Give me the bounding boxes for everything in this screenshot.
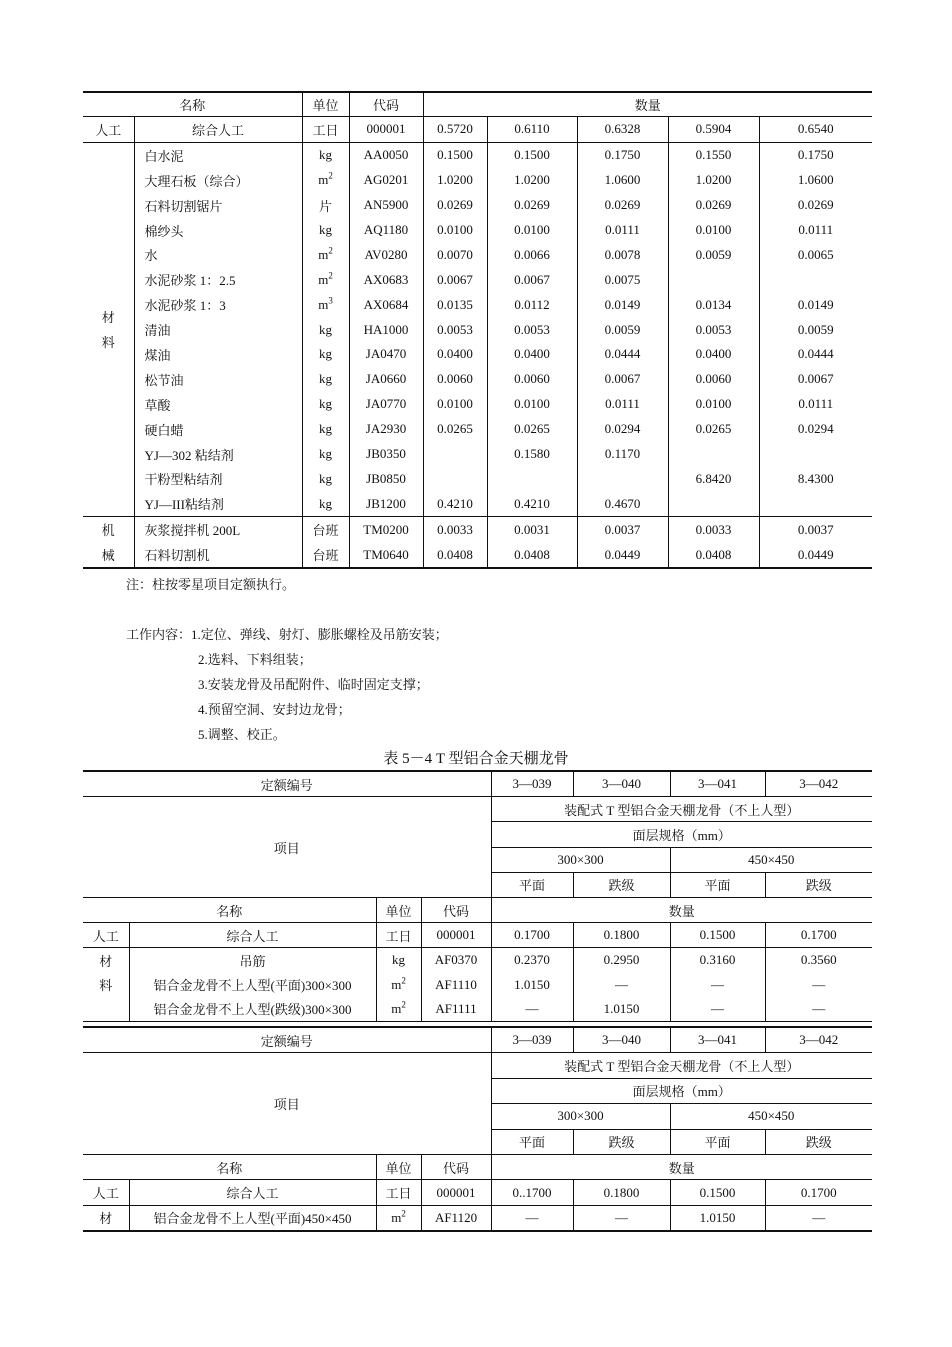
value-cell: 0.0053 [668, 317, 759, 342]
value-cell: 0.0067 [487, 267, 577, 292]
row-name: 硬白蜡 [134, 417, 302, 442]
value-cell: 0.0053 [487, 317, 577, 342]
value-cell: 0.0294 [577, 417, 668, 442]
unit-text: m [318, 296, 329, 312]
group-char: 材 [101, 309, 115, 325]
value-cell: 1.0600 [577, 168, 668, 193]
value-cell: 0.1580 [487, 442, 577, 467]
unit-superscript: 3 [328, 295, 333, 306]
quota-code: 3—039 [491, 771, 573, 797]
level-label: 跌级 [765, 872, 872, 897]
value-cell: 0.1500 [423, 142, 487, 167]
value-cell: 0.0033 [423, 517, 487, 542]
row-code: JA0470 [349, 342, 423, 367]
unit-text: kg [319, 321, 333, 337]
value-cell: 0.6328 [577, 117, 668, 143]
row-name: 松节油 [134, 367, 302, 392]
level-label: 跌级 [765, 1129, 872, 1154]
value-cell: 0.0078 [577, 242, 668, 267]
group-labor: 人工 [83, 1180, 129, 1205]
row-name: 水 [134, 242, 302, 267]
value-cell: 1.0150 [573, 997, 670, 1022]
value-cell: 1.0600 [759, 168, 872, 193]
row-name: 铝合金龙骨不上人型(平面)450×450 [129, 1205, 376, 1231]
unit-cell [302, 242, 349, 267]
group-labor: 人工 [83, 117, 134, 143]
header-name: 名称 [83, 1154, 376, 1179]
value-cell: 0.0134 [668, 292, 759, 317]
level-label: 平面 [670, 872, 765, 897]
unit-text: m [391, 1209, 402, 1225]
value-cell: 0.0100 [487, 218, 577, 243]
work-item: 2.选料、下料组装； [198, 652, 312, 667]
value-cell: 0.0444 [577, 342, 668, 367]
unit-cell [302, 491, 349, 516]
row-code: TM0200 [349, 517, 423, 542]
value-cell [759, 442, 872, 467]
row-code: AF1111 [421, 997, 491, 1022]
row-code: AF1110 [421, 973, 491, 997]
value-cell: — [765, 997, 872, 1022]
group-materials: 料 [99, 978, 113, 994]
value-cell: 0.0149 [577, 292, 668, 317]
unit-text: kg [319, 346, 333, 362]
row-unit: 台班 [302, 517, 349, 542]
row-name: 棉纱头 [134, 218, 302, 243]
value-cell: 0.1750 [759, 142, 872, 167]
unit-cell [302, 392, 349, 417]
unit-text: kg [319, 446, 333, 462]
value-cell: 0.2950 [573, 948, 670, 973]
value-cell: 0.0059 [577, 317, 668, 342]
value-cell: 1.0200 [423, 168, 487, 193]
row-code: AF0370 [421, 948, 491, 973]
unit-text: m [318, 271, 329, 287]
value-cell: 0.4210 [423, 491, 487, 516]
unit-text: kg [319, 421, 333, 437]
row-unit: 台班 [302, 542, 349, 568]
value-cell: 0.3160 [670, 948, 765, 973]
level-label: 跌级 [573, 872, 670, 897]
quota-code: 3—042 [765, 771, 872, 797]
unit-cell [302, 142, 349, 167]
row-name: 铝合金龙骨不上人型(跌级)300×300 [129, 997, 376, 1022]
value-cell: 0.3560 [765, 948, 872, 973]
row-code: TM0640 [349, 542, 423, 568]
row-code: JB0350 [349, 442, 423, 467]
header-quantity: 数量 [491, 1154, 872, 1179]
value-cell: 0.0449 [759, 542, 872, 568]
value-cell: 0.0060 [423, 367, 487, 392]
quota-number-label: 定额编号 [83, 771, 491, 797]
value-cell: 0.0269 [668, 193, 759, 218]
row-name: 清油 [134, 317, 302, 342]
unit-cell [302, 168, 349, 193]
header-quantity: 数量 [491, 897, 872, 922]
size-label: 300×300 [491, 1104, 670, 1129]
value-cell: 0.1800 [573, 1180, 670, 1205]
unit-text: kg [319, 371, 333, 387]
unit-text: m [318, 246, 329, 262]
row-name: 白水泥 [134, 142, 302, 167]
row-code: JA2930 [349, 417, 423, 442]
value-cell: 1.0200 [487, 168, 577, 193]
group-char: 料 [101, 334, 115, 350]
row-name: 草酸 [134, 392, 302, 417]
value-cell: 0.0100 [668, 392, 759, 417]
row-name: 综合人工 [129, 1180, 376, 1205]
header-unit: 单位 [376, 1154, 421, 1179]
unit-superscript: 2 [328, 170, 333, 181]
row-code: AF1120 [421, 1205, 491, 1231]
value-cell: 0.0037 [759, 517, 872, 542]
unit-text: kg [319, 396, 333, 412]
value-cell: 0.6110 [487, 117, 577, 143]
value-cell: 0.0149 [759, 292, 872, 317]
unit-text: kg [319, 495, 333, 511]
unit-cell [302, 193, 349, 218]
value-cell: — [573, 973, 670, 997]
value-cell: 0.0100 [423, 392, 487, 417]
value-cell: 0.4210 [487, 491, 577, 516]
value-cell: 0.1550 [668, 142, 759, 167]
value-cell: 0.0449 [577, 542, 668, 568]
row-name: 干粉型粘结剂 [134, 466, 302, 491]
value-cell [668, 267, 759, 292]
value-cell: 0.0265 [487, 417, 577, 442]
row-code: 000001 [421, 1180, 491, 1205]
value-cell: 0.0059 [668, 242, 759, 267]
value-cell: 0.6540 [759, 117, 872, 143]
value-cell: — [765, 1205, 872, 1231]
value-cell: 0.0067 [423, 267, 487, 292]
value-cell: 0.0100 [668, 218, 759, 243]
value-cell [487, 466, 577, 491]
value-cell [423, 442, 487, 467]
unit-text: m [318, 172, 329, 188]
work-content-label: 工作内容： [126, 627, 192, 642]
level-label: 跌级 [573, 1129, 670, 1154]
group-materials: 材 [83, 1205, 129, 1231]
unit-superscript: 2 [401, 1208, 406, 1219]
size-label: 450×450 [670, 1104, 872, 1129]
row-name: 煤油 [134, 342, 302, 367]
table-note: 注：柱按零星项目定额执行。 [126, 577, 296, 592]
quota-code: 3—042 [765, 1027, 872, 1053]
value-cell: 0.0033 [668, 517, 759, 542]
value-cell: 0.1700 [765, 923, 872, 948]
unit-text: kg [319, 470, 333, 486]
value-cell: 0.0031 [487, 517, 577, 542]
value-cell: 0.1800 [573, 923, 670, 948]
size-label: 300×300 [491, 847, 670, 872]
value-cell: 0.1500 [670, 923, 765, 948]
value-cell: 0.2370 [491, 948, 573, 973]
value-cell: 0.0060 [668, 367, 759, 392]
group-machines: 械 [83, 542, 134, 568]
work-item: 5.调整、校正。 [198, 727, 286, 742]
row-name: YJ—302 粘结剂 [134, 442, 302, 467]
quota-table-1 [83, 91, 872, 569]
value-cell: 0.0060 [487, 367, 577, 392]
group-labor: 人工 [83, 923, 129, 948]
value-cell: 0.0066 [487, 242, 577, 267]
value-cell: — [670, 973, 765, 997]
value-cell: 0.0400 [423, 342, 487, 367]
row-name: 石料切割锯片 [134, 193, 302, 218]
header-code: 代码 [349, 92, 423, 117]
row-name: 综合人工 [129, 923, 376, 948]
work-item: 3.安装龙骨及吊配附件、临时固定支撑； [198, 677, 429, 692]
value-cell: 0.0067 [759, 367, 872, 392]
header-name: 名称 [83, 92, 302, 117]
unit-cell [302, 417, 349, 442]
type-label: 装配式 T 型铝合金天棚龙骨（不上人型） [491, 797, 872, 822]
row-name: 铝合金龙骨不上人型(平面)300×300 [129, 973, 376, 997]
value-cell: 0.0100 [423, 218, 487, 243]
unit-text: kg [319, 222, 333, 237]
row-code: 000001 [421, 923, 491, 948]
value-cell: 0.0067 [577, 367, 668, 392]
value-cell: 0.0269 [487, 193, 577, 218]
quota-code: 3—041 [670, 1027, 765, 1053]
value-cell: 0.0059 [759, 317, 872, 342]
unit-text: 片 [319, 198, 333, 214]
quota-table-2 [83, 770, 872, 1022]
value-cell: 8.4300 [759, 466, 872, 491]
item-label: 项目 [83, 1053, 491, 1155]
row-code: HA1000 [349, 317, 423, 342]
value-cell: 0.0294 [759, 417, 872, 442]
header-unit: 单位 [376, 897, 421, 922]
unit-cell [376, 997, 421, 1022]
value-cell: 0.1500 [670, 1180, 765, 1205]
level-label: 平面 [491, 1129, 573, 1154]
row-code: AN5900 [349, 193, 423, 218]
quota-table-3 [83, 1026, 872, 1232]
unit-cell [302, 292, 349, 317]
value-cell: 0.0112 [487, 292, 577, 317]
value-cell: 6.8420 [668, 466, 759, 491]
value-cell: 0.0070 [423, 242, 487, 267]
value-cell [759, 491, 872, 516]
value-cell: — [670, 997, 765, 1022]
row-name: YJ—III粘结剂 [134, 491, 302, 516]
size-label: 450×450 [670, 847, 872, 872]
value-cell: 0.0065 [759, 242, 872, 267]
row-name: 综合人工 [134, 117, 302, 143]
row-unit: 工日 [376, 1180, 421, 1205]
value-cell: 0.0400 [487, 342, 577, 367]
row-code: 000001 [349, 117, 423, 143]
value-cell: 0.0265 [423, 417, 487, 442]
value-cell: 0.4670 [577, 491, 668, 516]
work-item: 1.定位、弹线、射灯、膨胀螺栓及吊筋安装； [191, 627, 448, 642]
quota-number-label: 定额编号 [83, 1027, 491, 1053]
value-cell: 0.0269 [577, 193, 668, 218]
spec-label: 面层规格（mm） [491, 822, 872, 847]
unit-text: m [391, 976, 402, 992]
unit-cell [302, 466, 349, 491]
row-code: JA0770 [349, 392, 423, 417]
value-cell: 0.0100 [487, 392, 577, 417]
value-cell: 1.0200 [668, 168, 759, 193]
row-code: JB0850 [349, 466, 423, 491]
level-label: 平面 [491, 872, 573, 897]
row-code: AG0201 [349, 168, 423, 193]
row-code: AQ1180 [349, 218, 423, 243]
value-cell: 0.0111 [759, 392, 872, 417]
value-cell: 0.1700 [765, 1180, 872, 1205]
row-unit: 工日 [302, 117, 349, 143]
unit-superscript: 2 [328, 270, 333, 281]
value-cell: 0.0053 [423, 317, 487, 342]
unit-cell [302, 218, 349, 243]
row-name: 水泥砂浆 1：3 [134, 292, 302, 317]
value-cell: 0.0408 [487, 542, 577, 568]
table-title: 表 5－4 T 型铝合金天棚龙骨 [383, 751, 569, 767]
value-cell [577, 466, 668, 491]
group-machines: 机 [101, 523, 115, 539]
row-code: JA0660 [349, 367, 423, 392]
row-name: 水泥砂浆 1：2.5 [134, 267, 302, 292]
value-cell: 0.0269 [423, 193, 487, 218]
group-materials-empty [83, 997, 129, 1022]
header-unit: 单位 [302, 92, 349, 117]
row-code: AV0280 [349, 242, 423, 267]
value-cell: 0.1500 [487, 142, 577, 167]
unit-cell [302, 267, 349, 292]
unit-text: kg [319, 147, 333, 163]
unit-cell [376, 948, 421, 973]
value-cell: 0.0444 [759, 342, 872, 367]
unit-cell [302, 342, 349, 367]
spec-label: 面层规格（mm） [491, 1078, 872, 1103]
quota-code: 3—040 [573, 771, 670, 797]
row-code: AX0683 [349, 267, 423, 292]
unit-cell [302, 442, 349, 467]
unit-superscript: 2 [401, 975, 406, 986]
row-unit: 工日 [376, 923, 421, 948]
header-code: 代码 [421, 897, 491, 922]
value-cell: 0.0265 [668, 417, 759, 442]
value-cell [759, 267, 872, 292]
unit-cell [376, 973, 421, 997]
row-name: 大理石板（综合） [134, 168, 302, 193]
value-cell: 0.0269 [759, 193, 872, 218]
value-cell [668, 442, 759, 467]
value-cell: — [491, 997, 573, 1022]
row-name: 石料切割机 [134, 542, 302, 568]
header-quantity: 数量 [423, 92, 872, 117]
row-name: 灰浆搅拌机 200L [134, 517, 302, 542]
value-cell: 0.0111 [577, 218, 668, 243]
quota-code: 3—040 [573, 1027, 670, 1053]
value-cell: 0.5904 [668, 117, 759, 143]
quota-code: 3—041 [670, 771, 765, 797]
value-cell: 0.1750 [577, 142, 668, 167]
header-code: 代码 [421, 1154, 491, 1179]
value-cell: 0.0111 [577, 392, 668, 417]
unit-superscript: 2 [328, 245, 333, 256]
row-name: 吊筋 [129, 948, 376, 973]
value-cell: — [491, 1205, 573, 1231]
row-code: JB1200 [349, 491, 423, 516]
value-cell: 0.0408 [423, 542, 487, 568]
group-materials [83, 142, 134, 516]
row-code: AX0684 [349, 292, 423, 317]
value-cell: 1.0150 [491, 973, 573, 997]
unit-cell [376, 1205, 421, 1231]
group-materials: 材 [99, 953, 113, 969]
value-cell: 0.1700 [491, 923, 573, 948]
unit-text: kg [392, 952, 405, 968]
unit-superscript: 2 [401, 999, 406, 1010]
quota-code: 3—039 [491, 1027, 573, 1053]
value-cell: 1.0150 [670, 1205, 765, 1231]
type-label: 装配式 T 型铝合金天棚龙骨（不上人型） [491, 1053, 872, 1078]
value-cell [423, 466, 487, 491]
unit-cell [302, 367, 349, 392]
header-name: 名称 [83, 897, 376, 922]
value-cell: 0.0135 [423, 292, 487, 317]
value-cell: 0..1700 [491, 1180, 573, 1205]
value-cell: 0.0408 [668, 542, 759, 568]
value-cell: — [765, 973, 872, 997]
value-cell [668, 491, 759, 516]
value-cell: 0.0037 [577, 517, 668, 542]
value-cell: 0.1170 [577, 442, 668, 467]
value-cell: — [573, 1205, 670, 1231]
work-item: 4.预留空洞、安封边龙骨； [198, 702, 351, 717]
level-label: 平面 [670, 1129, 765, 1154]
row-code: AA0050 [349, 142, 423, 167]
value-cell: 0.5720 [423, 117, 487, 143]
unit-text: m [391, 1000, 402, 1016]
value-cell: 0.0111 [759, 218, 872, 243]
value-cell: 0.0400 [668, 342, 759, 367]
item-label: 项目 [83, 797, 491, 898]
unit-cell [302, 317, 349, 342]
value-cell: 0.0075 [577, 267, 668, 292]
